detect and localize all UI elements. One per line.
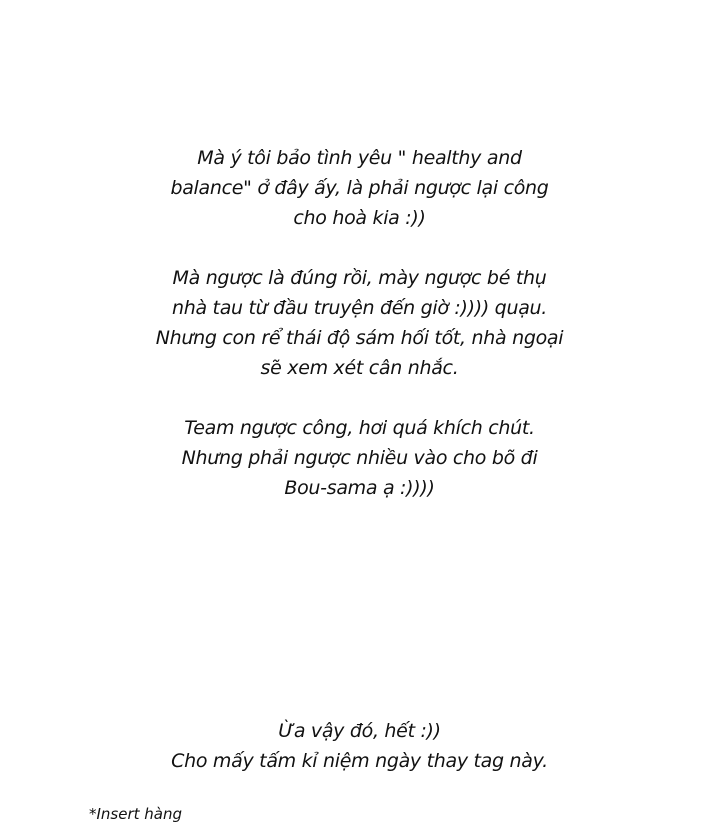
text-line: Cho mấy tấm kỉ niệm ngày thay tag này. — [171, 750, 548, 772]
text-line: sẽ xem xét cân nhắc. — [260, 357, 459, 379]
footnote: *Insert hàng — [89, 805, 183, 823]
text-line: balance" ở đây ấy, là phải ngược lại công — [170, 177, 549, 199]
text-line: Team ngược công, hơi quá khích chút. — [184, 417, 535, 439]
text-line: cho hoà kia :)) — [293, 207, 426, 229]
note-paragraph-3 — [0, 413, 719, 503]
note-paragraph-2 — [0, 263, 719, 383]
text-line: Nhưng phải ngược nhiều vào cho bõ đi — [181, 447, 538, 469]
text-line: Nhưng con rể thái độ sám hối tốt, nhà ngoại — [155, 327, 564, 349]
text-line: Bou-sama ạ :)))) — [284, 477, 435, 499]
note-paragraph-4 — [0, 716, 719, 776]
note-paragraph-1 — [0, 143, 719, 233]
text-line: Ừa vậy đó, hết :)) — [278, 720, 441, 742]
text-line: Mà ngược là đúng rồi, mày ngược bé thụ — [172, 267, 547, 289]
text-line: Mà ý tôi bảo tình yêu " healthy and — [197, 147, 522, 169]
text-line: nhà tau từ đầu truyện đến giờ :)))) quạu. — [171, 297, 548, 319]
